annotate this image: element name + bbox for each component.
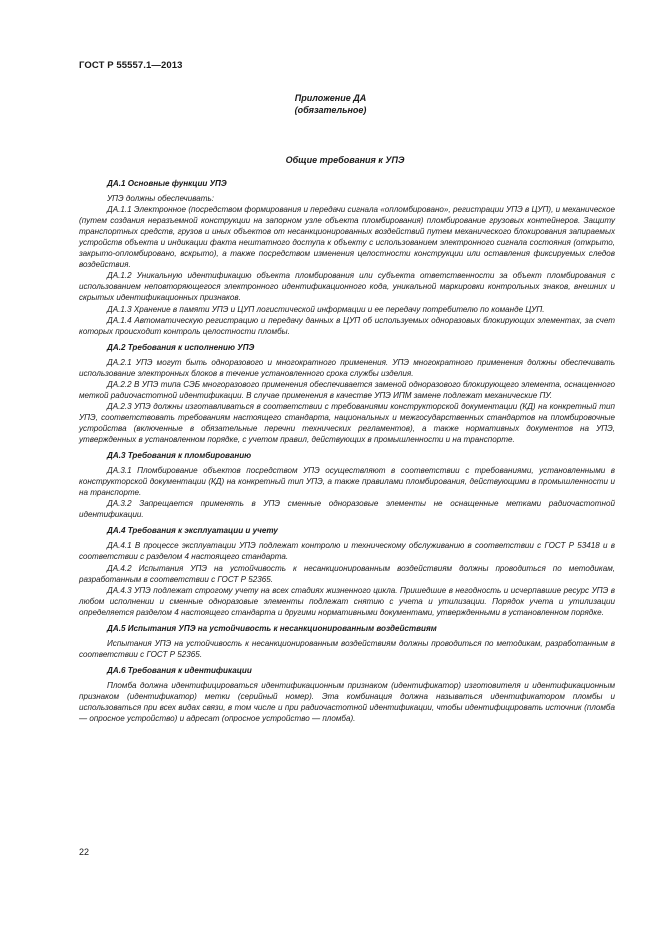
paragraph: ДА.1.3 Хранение в памяти УПЭ и ЦУП логистической информации и ее передачу потребителю по команде ЦУП. — [107, 304, 545, 314]
paragraph: ДА.1.2 Уникальную идентификацию объекта пломбирования или субъекта ответственности за объект пломбирования с использованием неповторяющегося электронного идентификационного кода, уникальной маркировки контрольных знаков, внешних и скрытых идентификационных признаков. — [79, 271, 615, 303]
paragraph: ДА.2.3 УПЭ должны изготавливаться в соответствии с требованиями конструкторской документации (КД) на конкретный тип УПЭ, соответствовать требованиям настоящего стандарта, национальных и межгосударственных стандартов на пломбировочные устройства (включенные в обязательные перечни технических регламентов), а также нормативных документов на УПЭ, утвержденных в установленном порядке, с учетом правил, действующих в промышленности и на транспорте. — [79, 401, 615, 445]
annex-title: Приложение ДА — [294, 93, 367, 103]
paragraph: УПЭ должны обеспечивать: — [107, 194, 214, 204]
page-number: 22 — [79, 847, 90, 857]
paragraph: ДА.4.3 УПЭ подлежат строгому учету на всех стадиях жизненного цикла. Пришедшие в негодность и исчерпавшие ресурс УПЭ в любом исполнении и сменные одноразовые элементы подлежат снятию с учета и утилизации. Порядок учета и утилизации определяется разделом 4 настоящего стандарта и другими нормативными документами, утвержденными в установленном порядке. — [79, 585, 615, 617]
annex-status: (обязательное) — [294, 105, 367, 115]
paragraph: ДА.2.1 УПЭ могут быть одноразового и многократного применения. УПЭ многократного применения должны обеспечивать использование электронных блоков в течение установленного срока службы изделия. — [79, 357, 615, 378]
paragraph: ДА.4.1 В процессе эксплуатации УПЭ подлежат контролю и техническому обслуживанию в соответствии с ГОСТ Р 53418 и в соответствии с разделом 4 настоящего стандарта. — [79, 541, 615, 562]
paragraph: ДА.1.4 Автоматическую регистрацию и передачу данных в ЦУП об используемых одноразовых блокирующих элементах, за счет которых происходит контроль целостности пломбы. — [79, 315, 615, 336]
section-heading: ДА.4 Требования к эксплуатации и учету — [107, 526, 278, 536]
document-title: Общие требования к УПЭ — [285, 155, 405, 165]
paragraph: ДА.3.1 Пломбирование объектов посредством УПЭ осуществляют в соответствии с требованиями, установленными в конструкторской документации (КД) на конкретный тип УПЭ, а также правилами пломбирования, действующими в промышленности и на транспорте. — [79, 466, 615, 498]
paragraph: Испытания УПЭ на устойчивость к несанкционированным воздействиям должны проводиться по методикам, разработанным в соответствии с ГОСТ Р 52365. — [79, 638, 615, 659]
section-heading: ДА.5 Испытания УПЭ на устойчивость к несанкционированным воздействиям — [107, 623, 437, 633]
paragraph: ДА.2.2 В УПЭ типа СЭБ многоразового применения обеспечивается заменой одноразового блокирующего элемента, оснащенного меткой радиочастотной идентификации. В случае применения в качестве УПЭ ИПМ замене подлежат механические ПУ. — [79, 379, 615, 400]
paragraph: ДА.4.2 Испытания УПЭ на устойчивость к несанкционированным воздействиям должны проводиться по методикам, разработанным в соответствии с ГОСТ Р 52365. — [79, 563, 615, 584]
section-heading: ДА.1 Основные функции УПЭ — [107, 179, 227, 188]
standard-designation: ГОСТ Р 55557.1—2013 — [79, 60, 183, 71]
section-heading: ДА.3 Требования к пломбированию — [107, 451, 252, 461]
section-heading: ДА.6 Требования к идентификации — [107, 665, 252, 675]
paragraph: Пломба должна идентифицироваться идентификационным признаком (идентификатор) изготовителя и идентификационным признаком (идентификатор) метки (серийный номер). Эта комбинация должна называться идентификатором пломбы и использоваться при всех видах связи, в том числе и при радиочастотной идентификации, чтобы идентифицировать источник (пломба — опросное устройство) и адресат (опросное устройство — пломба). — [79, 680, 615, 724]
document-body — [79, 178, 615, 724]
paragraph: ДА.3.2 Запрещается применять в УПЭ сменные одноразовые элементы не оснащенные метками радиочастотной идентификации. — [79, 499, 615, 520]
paragraph: ДА.1.1 Электронное (посредством формирования и передачи сигнала «опломбировано», регистрации УПЭ в ЦУП), и механическое (путем создания неразъемной конструкции на запорном узле объекта пломбирования) пломбирование грузовых контейнеров. Защиту транспортных средств, грузов и иных объектов от несанкционированных воздействий путем механического блокирования запираемых устройств объекта и индикации факта нештатного доступа к объекту с использованием электронного сигнала состояния (открыто, закрыто-опломбировано, вскрыто), а также посредством изменения целостности конструкции или оставления фиксируемых следов воздействия. — [79, 205, 615, 270]
section-heading: ДА.2 Требования к исполнению УПЭ — [107, 342, 255, 352]
